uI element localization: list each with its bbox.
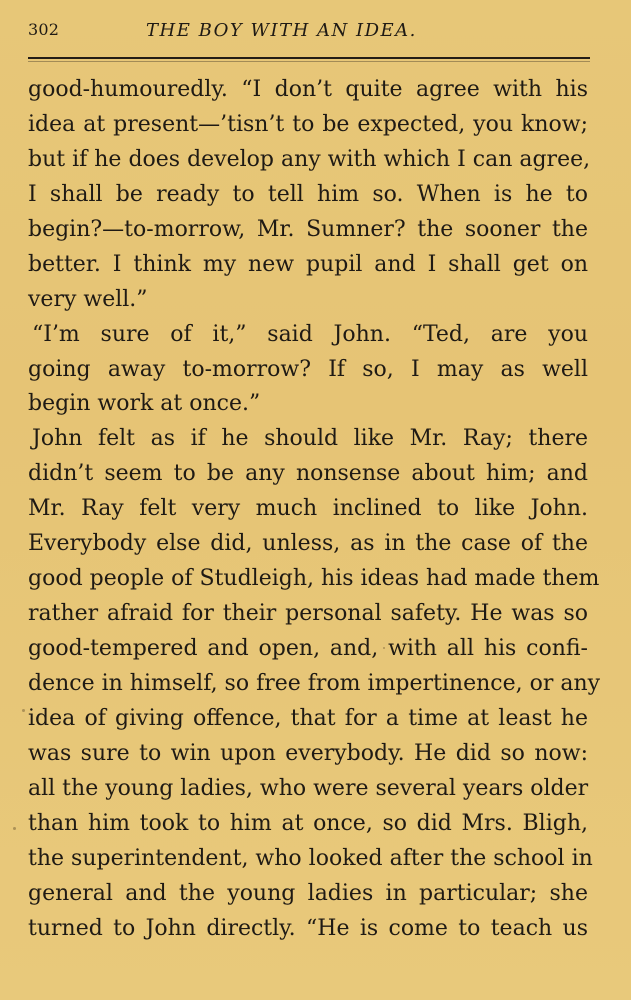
text-line: than him took to him at once, so did Mrs. Bligh,: [28, 810, 588, 836]
page-number: 302: [28, 20, 60, 39]
text-line: dence in himself, so free from impertinence, or any: [28, 670, 601, 696]
text-line: good-humouredly. “I don’t quite agree with his: [28, 77, 588, 102]
page-body-text: [28, 73, 601, 946]
text-line: turned to John directly. “He is come to teach us: [28, 915, 588, 941]
text-line: better. I think my new pupil and I shall get on: [28, 251, 588, 277]
text-line: begin?—to-morrow, Mr. Sumner? the sooner the: [28, 216, 588, 242]
text-line: general and the young ladies in particular; she: [28, 880, 588, 906]
text-line: begin work at once.”: [28, 391, 261, 417]
paper-speck: [22, 709, 25, 712]
text-line: good people of Studleigh, his ideas had made them: [28, 566, 600, 592]
text-line: Everybody else did, unless, as in the case of the: [28, 531, 588, 557]
text-line: didn’t seem to be any nonsense about him; and: [28, 461, 588, 487]
paper-speck: [13, 827, 16, 830]
text-line: rather afraid for their personal safety. He was so: [28, 601, 588, 627]
running-title: THE BOY WITH AN IDEA.: [146, 20, 417, 41]
text-line: idea at present—’tisn’t to be expected, you know;: [28, 111, 588, 137]
text-line: but if he does develop any with which I can agree,: [28, 146, 591, 172]
text-line: John felt as if he should like Mr. Ray; there: [32, 426, 588, 452]
text-line: “I’m sure of it,” said John. “Ted, are you: [32, 321, 588, 347]
header-rule: [28, 57, 590, 59]
text-line: I shall be ready to tell him so. When is he to: [28, 181, 588, 207]
text-line: good-tempered and open, and, with all his confi-: [28, 636, 588, 661]
text-line: was sure to win upon everybody. He did so now:: [28, 740, 588, 766]
text-line: all the young ladies, who were several years older: [28, 775, 589, 801]
text-line: very well.”: [28, 286, 148, 312]
paper-speck: [383, 647, 385, 649]
text-line: idea of giving offence, that for a time at least he: [28, 705, 588, 731]
text-line: the superintendent, who looked after the school in: [28, 845, 593, 871]
text-line: going away to-morrow? If so, I may as well: [28, 356, 588, 382]
text-line: Mr. Ray felt very much inclined to like John.: [28, 496, 588, 522]
page-header: [28, 16, 588, 50]
